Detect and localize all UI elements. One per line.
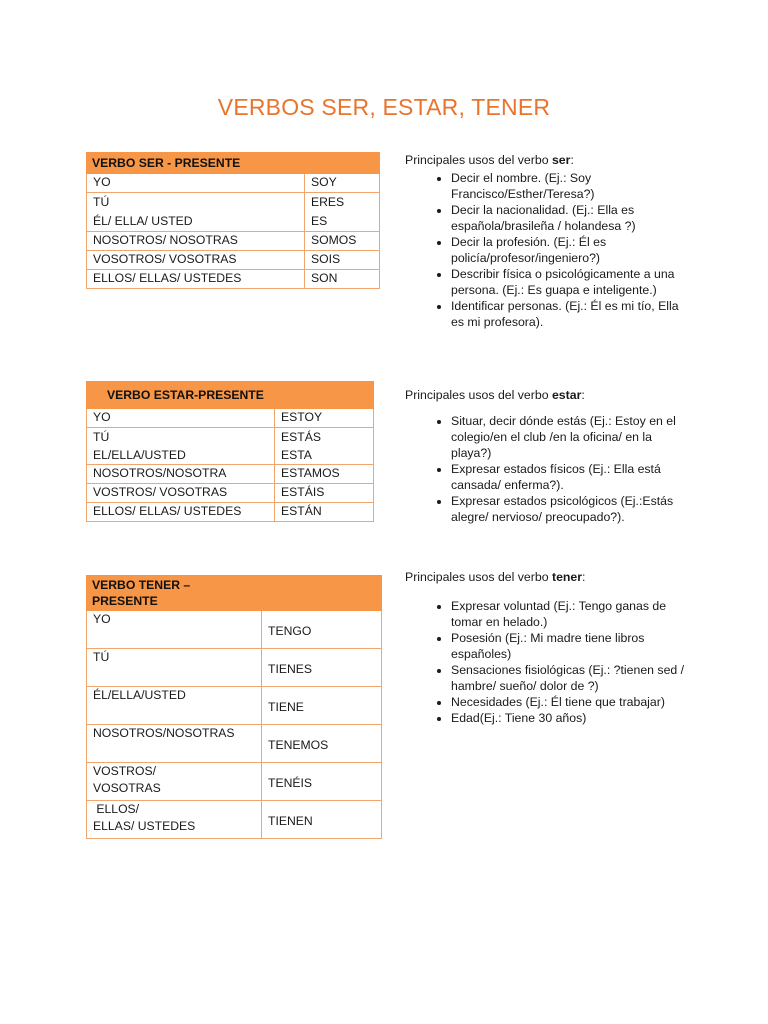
uses-heading [405,152,685,168]
verb-form-cell [275,428,374,465]
table-row [87,409,374,428]
verb-form-cell: SOMOS [305,232,380,251]
table-row [87,503,374,522]
pronoun-cell [87,801,262,839]
pronoun-cell [87,611,262,649]
pronoun-line: TÚ [93,650,110,664]
list-item: • Expresar estados físicos (Ej.: Ella está cansada/ enferma?). [451,461,685,493]
tener-uses [405,569,685,726]
pronoun-cell [87,687,262,725]
pronoun-cell: NOSOTROS/NOSOTRA [87,465,275,484]
list-item: • Identificar personas. (Ej.: Él es mi tío, Ella es mi profesora). [451,298,685,330]
verb-form-cell: TENGO [262,611,382,649]
ser-conjugation-table [86,152,380,289]
list-item: • Edad(Ej.: Tiene 30 años) [451,710,685,726]
table-row [87,270,380,289]
list-item: • Decir la profesión. (Ej.: Él es policía/profesor/ingeniero?) [451,234,685,266]
uses-colon: : [582,570,586,584]
uses-heading [405,387,685,403]
pronoun-line: VOSOTRAS [93,781,161,795]
table-row [87,801,382,839]
pronoun-cell: ELLOS/ ELLAS/ USTEDES [87,503,275,522]
pronoun-cell [87,193,305,232]
verb-form-cell: ESTAMOS [275,465,374,484]
pronoun-cell [87,649,262,687]
uses-verb: estar [551,388,582,402]
verb-form-cell: TENEMOS [262,725,382,763]
tener-table-header [87,576,262,611]
verb-form-line: ESTA [281,448,312,462]
verb-form-cell: SON [305,270,380,289]
uses-list [405,598,685,726]
verb-form-cell: ESTOY [275,409,374,428]
table-row [87,725,382,763]
list-item: • Situar, decir dónde estás (Ej.: Estoy en el colegio/en el club /en la oficina/ en la playa?) [451,413,685,461]
list-item: • Decir el nombre. (Ej.: Soy Francisco/Esther/Teresa?) [451,170,685,202]
pronoun-line: EL/ELLA/USTED [93,448,186,462]
estar-uses [405,387,685,525]
uses-intro: Principales usos del verbo [405,570,552,584]
uses-intro: Principales usos del verbo [405,388,552,402]
uses-verb: ser [551,153,571,167]
pronoun-cell: VOSTROS/ VOSOTRAS [87,484,275,503]
table-row [87,193,380,232]
table-row [87,428,374,465]
pronoun-line: VOSTROS/ [93,764,156,778]
list-item: • Expresar estados psicológicos (Ej.:Estás alegre/ nervioso/ preocupado?). [451,493,685,525]
verb-form-cell: TENÉIS [262,763,382,801]
estar-table-header: VERBO ESTAR-PRESENTE [87,382,374,409]
table-row [87,232,380,251]
pronoun-cell [87,428,275,465]
list-item: • Sensaciones fisiológicas (Ej.: ?tienen sed / hambre/ sueño/ dolor de ?) [451,662,685,694]
verb-form-line: ES [311,214,328,228]
pronoun-cell [87,763,262,801]
uses-intro: Principales usos del verbo [405,153,552,167]
pronoun-cell: NOSOTROS/ NOSOTRAS [87,232,305,251]
pronoun-cell: YO [87,174,305,193]
pronoun-line: TÚ [93,430,110,444]
pronoun-cell: VOSOTROS/ VOSOTRAS [87,251,305,270]
uses-list [405,170,685,330]
verb-form-line: ERES [311,195,345,209]
verb-form-cell: ESTÁIS [275,484,374,503]
verb-form-cell: SOY [305,174,380,193]
uses-verb: tener [551,570,583,584]
table-row [87,484,374,503]
pronoun-line: ÉL/ ELLA/ USTED [93,214,193,228]
list-item: • Necesidades (Ej.: Él tiene que trabajar) [451,694,685,710]
tener-conjugation-table [86,575,382,839]
table-row [87,649,382,687]
ser-table-header: VERBO SER - PRESENTE [87,153,380,174]
tener-table-header-empty [262,576,382,611]
pronoun-line: TÚ [93,195,110,209]
pronoun-cell: ELLOS/ ELLAS/ USTEDES [87,270,305,289]
verb-form-cell: SOIS [305,251,380,270]
verb-form-cell: TIENES [262,649,382,687]
table-row [87,687,382,725]
list-item: • Decir la nacionalidad. (Ej.: Ella es española/brasileña / holandesa ?) [451,202,685,234]
verb-form-cell [305,193,380,232]
table-row [87,763,382,801]
table-row [87,611,382,649]
pronoun-line: YO [93,612,111,626]
pronoun-cell: YO [87,409,275,428]
header-line: PRESENTE [92,594,158,608]
pronoun-line: ELLAS/ USTEDES [93,819,196,833]
uses-heading [405,569,685,585]
list-item: • Posesión (Ej.: Mi madre tiene libros españoles) [451,630,685,662]
list-item: • Expresar voluntad (Ej.: Tengo ganas de tomar en helado.) [451,598,685,630]
table-row [87,465,374,484]
header-line: VERBO TENER – [92,578,191,592]
list-item: • Describir física o psicológicamente a una persona. (Ej.: Es guapa e inteligente.) [451,266,685,298]
estar-conjugation-table [86,381,374,522]
verb-form-cell: TIENE [262,687,382,725]
uses-colon: : [570,153,574,167]
verb-form-cell: TIENEN [262,801,382,839]
verb-form-cell: ESTÁN [275,503,374,522]
page-title: VERBOS SER, ESTAR, TENER [217,94,551,120]
pronoun-line: ELLOS/ [93,802,140,816]
pronoun-line: NOSOTROS/NOSOTRAS [93,726,235,740]
uses-colon: : [581,388,585,402]
ser-uses [405,152,685,330]
pronoun-line: ÉL/ELLA/USTED [93,688,186,702]
uses-list [405,413,685,525]
table-row [87,174,380,193]
table-row [87,251,380,270]
verb-form-line: ESTÁS [281,430,321,444]
pronoun-cell [87,725,262,763]
